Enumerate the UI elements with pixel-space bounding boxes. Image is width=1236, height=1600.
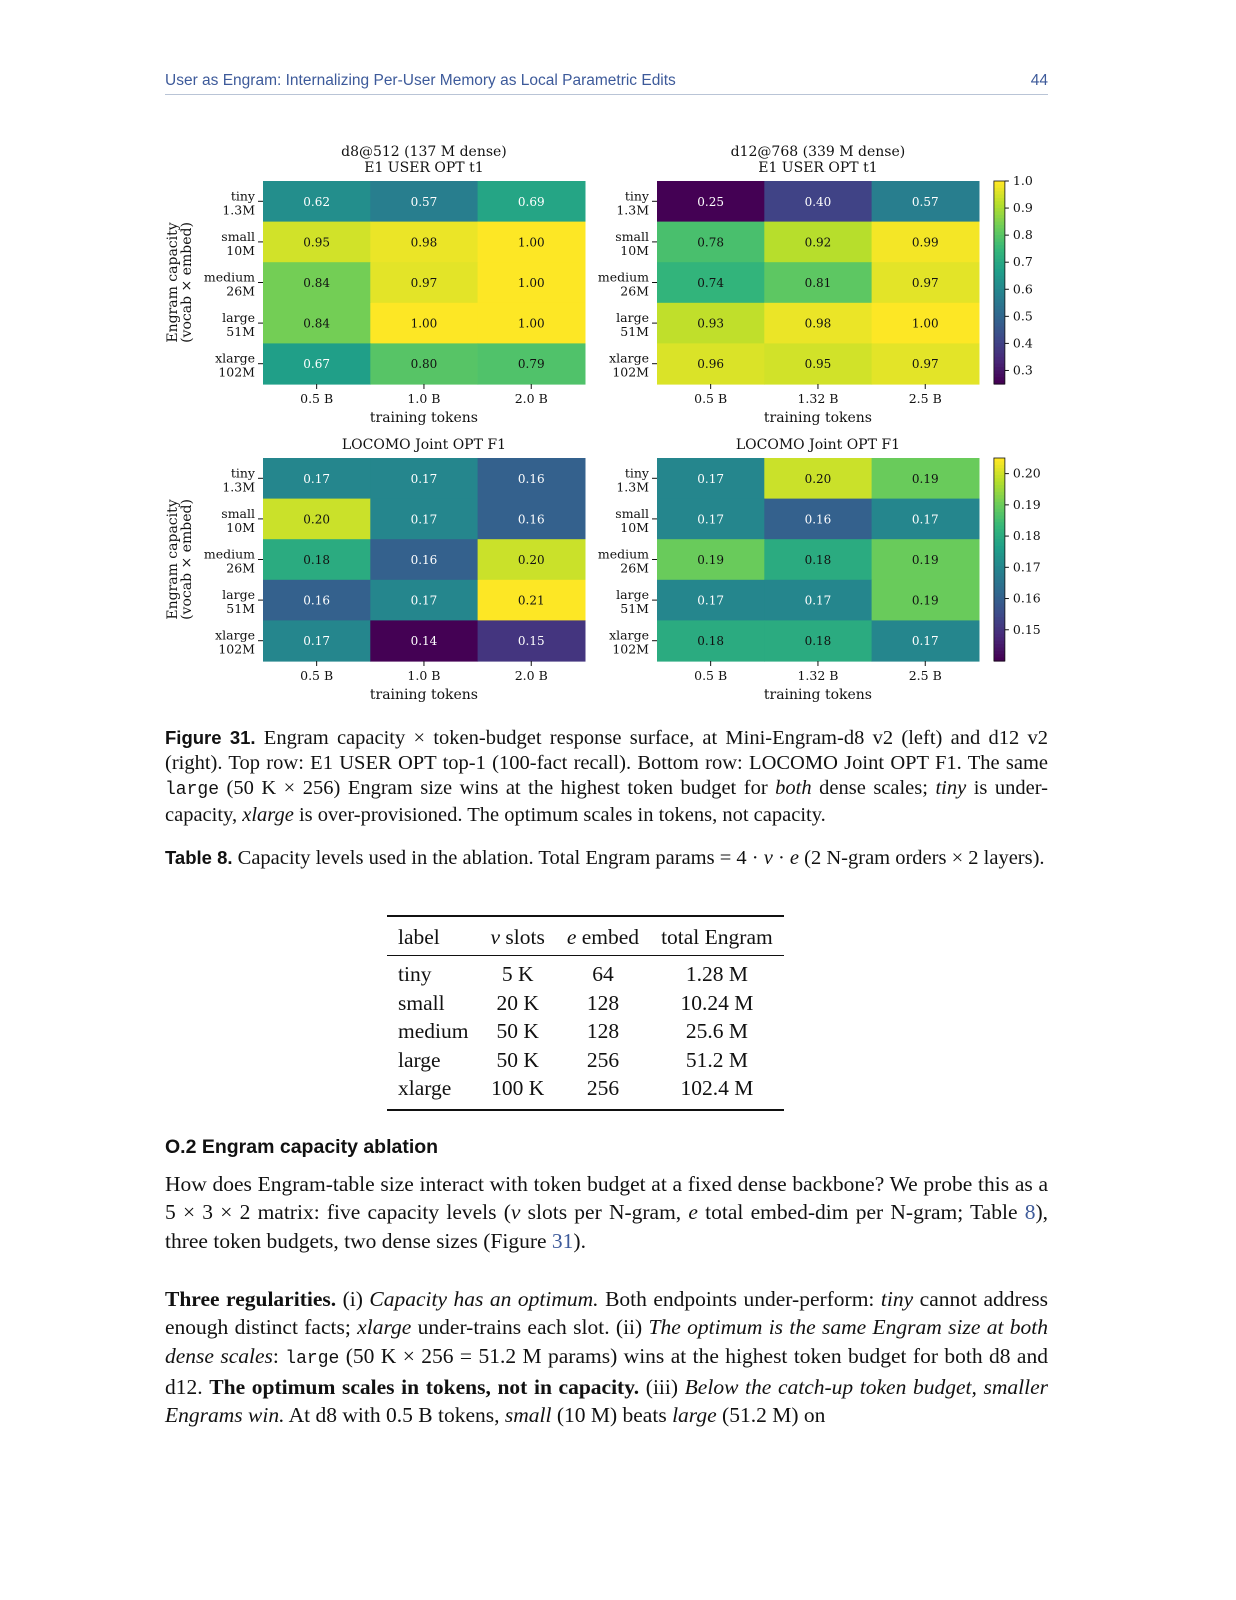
- para-text: ), three token budgets, two dense sizes (Figure: [165, 1200, 1049, 1253]
- y-tick-label: xlarge: [609, 350, 649, 366]
- section-heading: O.2 Engram capacity ablation: [165, 1136, 439, 1158]
- table-cell: 128: [586, 990, 620, 1015]
- caption-emph: xlarge: [242, 804, 294, 826]
- y-tick-label: 51M: [226, 324, 255, 340]
- y-tick-label: 26M: [620, 560, 649, 576]
- y-tick-label: large: [222, 310, 255, 326]
- table-row: [387, 1074, 784, 1110]
- cell-value-label: 0.20: [303, 512, 331, 527]
- caption-emph: both: [775, 777, 812, 799]
- para-code: large: [285, 1348, 340, 1369]
- cell-value-label: 0.18: [697, 634, 725, 649]
- para-emph: v: [510, 1200, 521, 1225]
- y-tick-label: small: [615, 228, 649, 244]
- y-tick-label: 26M: [226, 560, 255, 576]
- table-ref-link[interactable]: 8: [1024, 1200, 1036, 1225]
- caption-text: dense scales;: [811, 777, 936, 799]
- table-cell: 256: [586, 1047, 620, 1072]
- col-header-e: [556, 916, 650, 956]
- cell-value-label: 0.40: [804, 194, 832, 209]
- colorbar-tick-label: 0.15: [1012, 621, 1041, 637]
- cell-value-label: 0.15: [517, 634, 545, 649]
- cell-value-label: 0.17: [911, 634, 939, 649]
- cell-value-label: 0.98: [410, 235, 438, 250]
- y-tick-label: large: [616, 587, 649, 603]
- header-symbol: e: [566, 925, 577, 949]
- cell-value-label: 0.17: [697, 593, 725, 608]
- y-tick-label: 102M: [612, 641, 649, 657]
- para-text: ).: [573, 1228, 586, 1253]
- x-tick-label: 1.32 B: [797, 391, 839, 406]
- para-emph: xlarge: [357, 1315, 412, 1340]
- para-text: total embed-dim per N-gram; Table: [697, 1200, 1025, 1225]
- colorbar-tick-label: 0.18: [1012, 528, 1041, 544]
- table-row: [387, 1017, 784, 1046]
- table-cell: 128: [586, 1019, 620, 1043]
- cell-value-label: 0.81: [804, 276, 832, 290]
- y-tick-label: tiny: [624, 188, 649, 204]
- para-emph: tiny: [880, 1287, 914, 1311]
- table-cell: 10.24 M: [680, 990, 754, 1015]
- y-tick-label: xlarge: [215, 627, 255, 643]
- para-text: :: [272, 1343, 286, 1368]
- running-title: User as Engram: Internalizing Per-User Memory as Local Parametric Edits: [165, 72, 676, 89]
- header-text: embed: [576, 925, 640, 949]
- cell-value-label: 0.93: [697, 316, 725, 331]
- col-header-label: label: [387, 916, 479, 956]
- cell-value-label: 0.62: [303, 194, 331, 209]
- para-bold: The optimum scales in tokens, not in capacity.: [209, 1374, 640, 1399]
- header-text: slots: [500, 925, 545, 949]
- y-axis-label: Engram capacity: [165, 499, 181, 620]
- cell-value-label: 0.20: [517, 553, 545, 567]
- x-tick-label: 0.5 B: [300, 668, 334, 683]
- cell-value-label: 0.69: [517, 194, 545, 209]
- figure-caption: [165, 725, 1048, 828]
- cell-value-label: 0.74: [697, 276, 725, 290]
- cell-value-label: 1.00: [517, 276, 545, 290]
- caption-text: Capacity levels used in the ablation. Total Engram params = 4 ·: [232, 847, 764, 869]
- y-tick-label: xlarge: [215, 350, 255, 366]
- caption-text: Engram capacity × token-budget response surface, at Mini-Engram-d8 v2 (left) and d12 v2 (right). Top row: E1 USER OPT top-1 (100-fact recall). Bottom row: LOCOMO Joint OPT F1. The same: [165, 727, 1048, 774]
- cell-value-label: 0.84: [303, 276, 331, 290]
- cell-value-label: 1.00: [410, 316, 438, 331]
- caption-text: (50 K × 256) Engram size wins at the highest token budget for: [219, 777, 776, 799]
- caption-text: is over-provisioned. The optimum scales in tokens, not capacity.: [293, 804, 826, 826]
- table-row: [387, 956, 784, 989]
- cell-value-label: 0.78: [697, 235, 725, 250]
- y-axis-label: (vocab × embed): [179, 499, 195, 620]
- y-tick-label: 1.3M: [222, 202, 255, 218]
- y-tick-label: 102M: [218, 641, 255, 657]
- y-tick-label: tiny: [230, 188, 255, 204]
- x-tick-label: 1.0 B: [407, 391, 441, 406]
- para-text: slots per N-gram,: [520, 1200, 689, 1225]
- cell-value-label: 0.18: [804, 553, 832, 567]
- header-symbol: v: [490, 925, 501, 949]
- paragraph-intro: [165, 1170, 1048, 1255]
- table-cell: 1.28 M: [685, 962, 748, 986]
- table-cell: xlarge: [398, 1076, 452, 1100]
- cell-value-label: 0.99: [911, 235, 939, 250]
- y-tick-label: 1.3M: [222, 479, 255, 495]
- col-header-total: total Engram: [650, 916, 784, 956]
- y-tick-label: medium: [597, 546, 649, 562]
- cell-value-label: 0.17: [303, 634, 331, 649]
- cell-value-label: 1.00: [517, 316, 545, 331]
- cell-value-label: 0.67: [303, 357, 331, 372]
- cell-value-label: 0.20: [804, 471, 832, 486]
- cell-value-label: 0.19: [911, 593, 939, 608]
- para-text: under-trains each slot. (ii): [411, 1315, 649, 1340]
- cell-value-label: 0.19: [911, 471, 939, 486]
- x-axis-label: training tokens: [763, 410, 872, 426]
- x-tick-label: 0.5 B: [694, 668, 728, 683]
- colorbar-tick-label: 0.9: [1012, 200, 1033, 216]
- heatmap-title: d12@768 (339 M dense): [730, 144, 906, 160]
- para-bold: Three regularities.: [165, 1287, 337, 1311]
- y-tick-label: large: [616, 310, 649, 326]
- y-tick-label: small: [221, 228, 255, 244]
- x-axis-label: training tokens: [763, 687, 872, 703]
- cell-value-label: 0.25: [697, 194, 725, 209]
- table-row: [387, 1046, 784, 1075]
- table-cell: 64: [592, 962, 614, 986]
- para-text: (i): [336, 1287, 370, 1311]
- cell-value-label: 0.57: [911, 194, 939, 209]
- colorbar-tick-label: 0.4: [1012, 335, 1033, 351]
- running-header: [165, 70, 1048, 95]
- y-tick-label: 51M: [620, 324, 649, 340]
- x-tick-label: 2.5 B: [908, 668, 942, 683]
- colorbar-tick-label: 0.19: [1012, 496, 1041, 512]
- y-tick-label: small: [615, 505, 649, 521]
- cell-value-label: 0.16: [303, 593, 331, 608]
- y-tick-label: 26M: [620, 283, 649, 299]
- col-header-v: [479, 916, 555, 956]
- para-emph: Below the catch-up token budget, smaller Engrams win.: [165, 1374, 1049, 1428]
- y-axis-label: (vocab × embed): [179, 222, 195, 343]
- paragraph-regularities: [165, 1285, 1048, 1429]
- cell-value-label: 0.17: [697, 471, 725, 486]
- cell-value-label: 0.95: [303, 235, 331, 250]
- cell-value-label: 0.18: [804, 634, 832, 649]
- caption-text: is under-capacity,: [165, 777, 1048, 826]
- y-axis-label: Engram capacity: [165, 222, 181, 343]
- para-emph: The optimum is the same Engram size at both dense scales: [165, 1315, 1048, 1368]
- table-cell: 50 K: [496, 1019, 539, 1043]
- cell-value-label: 0.17: [697, 512, 725, 527]
- caption-emph: tiny: [935, 777, 967, 799]
- table-cell: large: [398, 1047, 441, 1072]
- colorbar-tick-label: 0.8: [1012, 227, 1033, 243]
- cell-value-label: 0.97: [911, 357, 939, 372]
- heatmap-title: LOCOMO Joint OPT F1: [341, 437, 507, 453]
- y-tick-label: medium: [203, 269, 255, 285]
- heatmap-subtitle: E1 USER OPT t1: [364, 160, 484, 176]
- figure-label: Figure 31.: [165, 727, 256, 748]
- para-text: (10 M) beats: [551, 1403, 673, 1428]
- y-tick-label: 1.3M: [616, 202, 649, 218]
- colorbar-tick-label: 0.5: [1012, 308, 1033, 324]
- caption-emph: e: [789, 847, 800, 869]
- colorbar-tick-label: 1.0: [1012, 173, 1033, 188]
- table-cell: 50 K: [496, 1047, 539, 1072]
- para-text: Both endpoints under-perform:: [598, 1287, 881, 1311]
- cell-value-label: 0.17: [410, 593, 438, 608]
- x-tick-label: 1.32 B: [797, 668, 839, 683]
- y-tick-label: 10M: [226, 519, 255, 535]
- colorbar-tick-label: 0.6: [1012, 281, 1033, 297]
- para-text: (iii): [639, 1374, 685, 1399]
- cell-value-label: 0.98: [804, 316, 832, 331]
- cell-value-label: 0.97: [410, 276, 438, 290]
- x-tick-label: 2.5 B: [908, 391, 942, 406]
- table-cell: 25.6 M: [685, 1019, 748, 1043]
- y-tick-label: 102M: [612, 364, 649, 380]
- x-tick-label: 2.0 B: [514, 391, 548, 406]
- cell-value-label: 0.16: [410, 553, 438, 567]
- y-tick-label: xlarge: [609, 627, 649, 643]
- table-row: [387, 989, 784, 1018]
- colorbar-tick-label: 0.3: [1012, 362, 1033, 378]
- para-text: (50 K × 256 = 51.2 M params) wins at the highest token budget for both d8 and d12.: [165, 1343, 1048, 1399]
- cell-value-label: 0.92: [804, 235, 832, 250]
- y-tick-label: 10M: [620, 519, 649, 535]
- y-tick-label: medium: [203, 546, 255, 562]
- table-cell: 51.2 M: [685, 1047, 748, 1072]
- table-caption: [165, 845, 1048, 871]
- cell-value-label: 0.16: [517, 512, 545, 527]
- y-tick-label: tiny: [624, 465, 649, 481]
- y-tick-label: 10M: [620, 242, 649, 258]
- page-number: 44: [1030, 72, 1048, 89]
- para-text: At d8 with 0.5 B tokens,: [284, 1403, 505, 1428]
- capacity-table: [387, 915, 784, 1111]
- para-text: (51.2 M) on: [716, 1403, 826, 1428]
- para-emph: small: [504, 1403, 552, 1428]
- x-tick-label: 0.5 B: [694, 391, 728, 406]
- y-tick-label: small: [221, 505, 255, 521]
- x-tick-label: 0.5 B: [300, 391, 334, 406]
- y-tick-label: tiny: [230, 465, 255, 481]
- cell-value-label: 1.00: [911, 316, 939, 331]
- y-tick-label: 51M: [226, 601, 255, 617]
- table-cell: 5 K: [501, 962, 534, 986]
- y-tick-label: 51M: [620, 601, 649, 617]
- table-header-row: [387, 916, 784, 956]
- caption-code: large: [165, 780, 220, 800]
- caption-text: ·: [772, 847, 790, 869]
- cell-value-label: 0.84: [303, 316, 331, 331]
- table-cell: 20 K: [496, 990, 539, 1015]
- para-emph: large: [672, 1403, 717, 1428]
- heatmap-title: d8@512 (137 M dense): [341, 144, 507, 160]
- figure-31-heatmaps: [150, 130, 1050, 715]
- x-axis-label: training tokens: [369, 687, 478, 703]
- cell-value-label: 0.80: [410, 357, 438, 372]
- cell-value-label: 0.95: [804, 357, 832, 372]
- colorbar-tick-label: 0.7: [1012, 254, 1033, 270]
- cell-value-label: 0.18: [303, 553, 331, 567]
- cell-value-label: 0.17: [911, 512, 939, 527]
- x-tick-label: 2.0 B: [514, 668, 548, 683]
- cell-value-label: 0.17: [804, 593, 832, 608]
- table-cell: 102.4 M: [680, 1076, 754, 1100]
- caption-text: (2 N-gram orders × 2 layers).: [799, 847, 1045, 869]
- para-text: cannot address enough distinct facts;: [165, 1287, 1048, 1340]
- para-text: How does Engram-table size interact with token budget at a fixed dense backbone? We probe this as a 5 × 3 × 2 matrix: five capacity levels (: [165, 1172, 1048, 1225]
- table-cell: 100 K: [491, 1076, 545, 1100]
- cell-value-label: 0.17: [303, 471, 331, 486]
- cell-value-label: 1.00: [517, 235, 545, 250]
- table-cell: small: [398, 990, 445, 1015]
- colorbar-tick-label: 0.20: [1012, 465, 1041, 481]
- cell-value-label: 0.16: [517, 471, 545, 486]
- cell-value-label: 0.96: [697, 357, 725, 372]
- para-emph: e: [688, 1200, 698, 1225]
- colorbar-tick-label: 0.17: [1012, 559, 1041, 575]
- cell-value-label: 0.14: [410, 634, 438, 649]
- heatmap-subtitle: E1 USER OPT t1: [758, 160, 878, 176]
- table-cell: medium: [398, 1019, 469, 1043]
- table-cell: tiny: [398, 962, 432, 986]
- cell-value-label: 0.97: [911, 276, 939, 290]
- y-tick-label: 1.3M: [616, 479, 649, 495]
- cell-value-label: 0.17: [410, 471, 438, 486]
- colorbar-tick-label: 0.16: [1012, 590, 1041, 606]
- cell-value-label: 0.19: [911, 553, 939, 567]
- cell-value-label: 0.79: [517, 357, 545, 372]
- y-tick-label: 26M: [226, 283, 255, 299]
- x-axis-label: training tokens: [369, 410, 478, 426]
- para-emph: Capacity has an optimum.: [369, 1287, 599, 1311]
- x-tick-label: 1.0 B: [407, 668, 441, 683]
- cell-value-label: 0.17: [410, 512, 438, 527]
- caption-emph: v: [763, 847, 773, 869]
- cell-value-label: 0.21: [517, 593, 545, 608]
- cell-value-label: 0.16: [804, 512, 832, 527]
- cell-value-label: 0.57: [410, 194, 438, 209]
- y-tick-label: 102M: [218, 364, 255, 380]
- table-label: Table 8.: [165, 847, 233, 868]
- y-tick-label: medium: [597, 269, 649, 285]
- y-tick-label: large: [222, 587, 255, 603]
- table-cell: 256: [586, 1076, 620, 1100]
- y-tick-label: 10M: [226, 242, 255, 258]
- figure-ref-link[interactable]: 31: [551, 1228, 574, 1253]
- heatmap-title: LOCOMO Joint OPT F1: [735, 437, 901, 453]
- cell-value-label: 0.19: [697, 553, 725, 567]
